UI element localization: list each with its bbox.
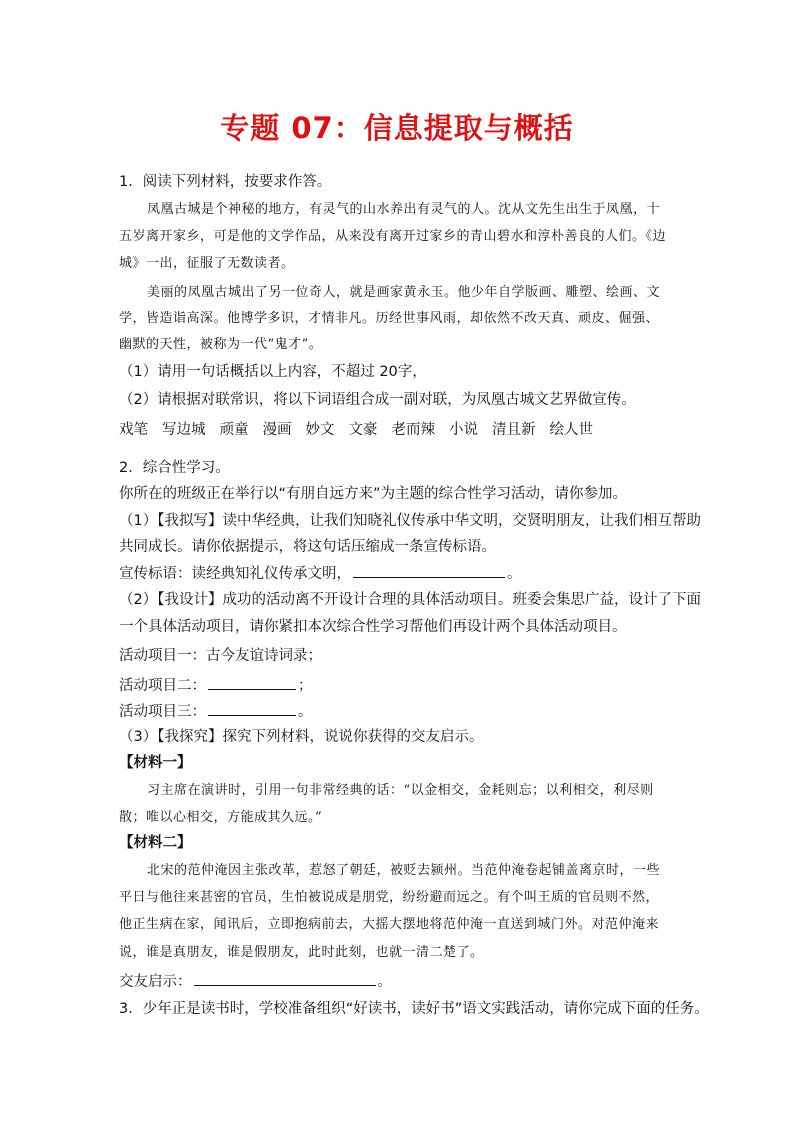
slogan-answer-blank[interactable] <box>353 564 505 578</box>
q2-subquestion-2: （2）【我设计】成功的活动离不开设计合理的具体活动项目。班委会集思广益，设计了下面 <box>119 592 701 608</box>
word-item: 老而辣 <box>391 422 435 438</box>
q1-subquestion-1: （1）请用一句话概括以上内容，不超过 20字， <box>119 364 427 380</box>
activity-3-label: 活动项目三： <box>119 704 206 720</box>
activity-3-end: 。 <box>298 704 313 720</box>
q2-subquestion-1: （1）【我拟写】读中华经典，让我们知晓礼仪传承中华文明，交贤明朋友，让我们相互帮助 <box>119 513 701 529</box>
question-2-prompt: 2．综合性学习。 <box>119 460 230 476</box>
activity-item-2 <box>119 676 313 695</box>
q2-subquestion-3: （3）【我探究】探究下列材料，说说你获得的交友启示。 <box>119 729 484 745</box>
word-item: 文豪 <box>348 422 378 438</box>
material-2-line: 北宋的范仲淹因主张改革，惹怒了朝廷，被贬去颍州。当范仲淹卷起铺盖离京时，一些 <box>147 863 661 878</box>
q1-material-line: 美丽的凤凰古城出了另一位奇人，就是画家黄永玉。他少年自学版画、雕塑、绘画、文 <box>147 285 661 300</box>
material-2-line: 说，谁是真朋友，谁是假朋友，此时此刻，也就一清二楚了。 <box>119 945 484 960</box>
slogan-line <box>119 564 522 583</box>
material-1-line: 习主席在演讲时，引用一句非常经典的话：“以金相交，金耗则忘；以利相交，利尽则 <box>147 783 654 798</box>
word-list <box>119 421 607 439</box>
q1-material-line: 学，皆造诣高深。他博学多识，才情非凡。历经世事风雨，却依然不改天真、顽皮、倔强、 <box>119 311 660 326</box>
question-1-prompt: 1．阅读下列材料，按要求作答。 <box>119 174 332 190</box>
activity-item-3 <box>119 702 313 721</box>
material-1-line: 散；唯以心相交，方能成其久远。” <box>119 810 323 825</box>
q1-subquestion-2: （2）请根据对联常识，将以下词语组合成一副对联，为凤凰古城文艺界做宣传。 <box>119 392 636 408</box>
activity-2-label: 活动项目二： <box>119 678 206 694</box>
q1-material-line: 五岁离开家乡，可是他的文学作品，从来没有离开过家乡的青山碧水和淳朴善良的人们。《边 <box>119 229 667 244</box>
slogan-label: 宣传标语：读经典知礼仪传承文明， <box>119 566 351 582</box>
material-1-heading: 【材料一】 <box>119 755 192 771</box>
q2-subquestion-2-cont: 一个具体活动项目，请你紧扣本次综合性学习帮他们再设计两个具体活动项目。 <box>119 619 627 635</box>
activity-2-end: ； <box>298 678 313 694</box>
slogan-end: 。 <box>507 566 522 582</box>
word-item: 戏笔 <box>119 422 148 438</box>
material-2-line: 他正生病在家，闻讯后，立即抱病前去，大摇大摆地将范仲淹一直送到城门外。对范仲淹来 <box>119 917 660 932</box>
q1-material-line: 城》一出，征服了无数读者。 <box>119 256 295 271</box>
word-item: 写边城 <box>162 422 206 438</box>
insight-end: 。 <box>377 974 392 990</box>
activity-2-blank[interactable] <box>208 676 296 690</box>
activity-item-1: 活动项目一：古今友谊诗词录； <box>119 648 322 664</box>
q2-intro: 你所在的班级正在举行以“有朋自远方来”为主题的综合性学习活动，请你参加。 <box>119 486 628 502</box>
material-2-line: 平日与他往来甚密的官员，生怕被说成是朋党，纷纷避而远之。有个叫王质的官员则不然， <box>119 890 660 905</box>
q1-material-line: 幽默的天性，被称为一代“鬼才”。 <box>119 337 323 352</box>
insight-answer-blank[interactable] <box>194 972 376 986</box>
q1-material-line: 凤凰古城是个神秘的地方，有灵气的山水养出有灵气的人。沈从文先生出生于凤凰，十 <box>147 202 661 217</box>
word-item: 妙文 <box>305 422 335 438</box>
word-item: 漫画 <box>262 422 292 438</box>
insight-label: 交友启示： <box>119 974 192 990</box>
q2-subquestion-1-cont: 共同成长。请你依据提示，将这句话压缩成一条宣传标语。 <box>119 539 496 555</box>
word-item: 顽童 <box>219 422 249 438</box>
question-3-prompt: 3．少年正是读书时，学校准备组织“好读书，读好书”语文实践活动，请你完成下面的任务。 <box>119 1001 709 1017</box>
activity-3-blank[interactable] <box>208 702 296 716</box>
page-title: 专题 07：信息提取与概括 <box>220 111 574 145</box>
word-item: 绘人世 <box>549 422 593 438</box>
insight-line <box>119 972 392 991</box>
word-item: 小说 <box>449 422 478 438</box>
word-item: 清且新 <box>492 422 536 438</box>
material-2-heading: 【材料二】 <box>119 835 192 851</box>
